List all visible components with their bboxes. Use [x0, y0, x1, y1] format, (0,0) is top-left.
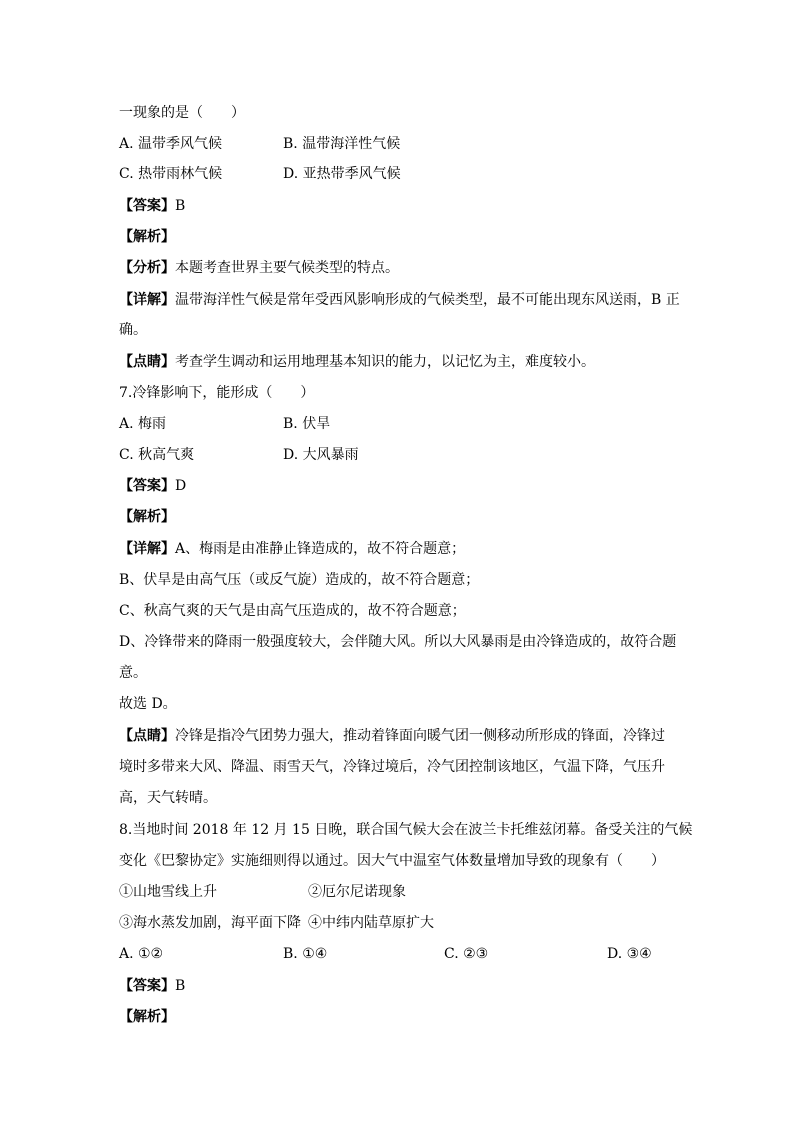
q7-option-a: A. 梅雨	[119, 416, 167, 432]
answer-tag: 【答案】	[119, 478, 175, 494]
fenxi-tag: 【分析】	[119, 260, 175, 276]
q8-item-1: ①山地雪线上升	[119, 884, 217, 900]
q8-item-4: ④中纬内陆草原扩大	[308, 915, 434, 931]
q7-dianjing-line3: 高，天气转晴。	[119, 790, 217, 806]
dianjing-tag: 【点睛】	[119, 728, 175, 744]
q6-xiangjie-line1	[119, 291, 679, 309]
answer-tag: 【答案】	[119, 198, 175, 214]
answer-value: B	[175, 978, 186, 994]
xiangjie-tag: 【详解】	[119, 541, 175, 557]
dianjing-text: 考查学生调动和运用地理基本知识的能力，以记忆为主，难度较小。	[175, 354, 595, 370]
answer-value: D	[175, 478, 187, 494]
q6-stem-tail: 一现象的是（ ）	[119, 105, 245, 121]
q7-choose: 故选 D。	[119, 696, 177, 712]
q6-dianjing	[119, 353, 679, 371]
q8-answer	[119, 977, 679, 995]
q6-option-c: C. 热带雨林气候	[119, 166, 223, 182]
q7-analysis-tag: 【解析】	[119, 509, 175, 525]
xiangjie-text: A、梅雨是由准静止锋造成的，故不符合题意；	[175, 541, 466, 557]
q6-analysis-tag: 【解析】	[119, 229, 175, 245]
q7-line-d1: D、冷锋带来的降雨一般强度较大，会伴随大风。所以大风暴雨是由冷锋造成的，故符合题	[119, 634, 677, 650]
q6-option-d: D. 亚热带季风气候	[283, 166, 401, 182]
answer-value: B	[175, 198, 186, 214]
q6-fenxi	[119, 259, 679, 277]
q7-xiangjie-line1	[119, 540, 679, 558]
q8-stem-line2: 变化《巴黎协定》实施细则得以通过。因大气中温室气体数量增加导致的现象有（ ）	[119, 853, 665, 869]
fenxi-text: 本题考查世界主要气候类型的特点。	[175, 260, 399, 276]
q7-option-c: C. 秋高气爽	[119, 447, 195, 463]
q6-xiangjie-line2: 确。	[119, 322, 147, 338]
q6-answer	[119, 197, 679, 215]
dianjing-text: 冷锋是指冷气团势力强大，推动着锋面向暖气团一侧移动所形成的锋面，冷锋过	[175, 728, 665, 744]
q7-option-b: B. 伏旱	[283, 416, 331, 432]
q7-answer	[119, 477, 679, 495]
q8-option-c: C. ②③	[444, 946, 489, 962]
xiangjie-text: 温带海洋性气候是常年受西风影响形成的气候类型，最不可能出现东风送雨，B 正	[175, 292, 680, 308]
dianjing-tag: 【点睛】	[119, 354, 175, 370]
q6-option-a: A. 温带季风气候	[119, 136, 223, 152]
q7-line-d2: 意。	[119, 665, 147, 681]
q7-dianjing-line1	[119, 727, 679, 745]
q7-stem: 7.冷锋影响下，能形成（ ）	[119, 385, 315, 401]
q7-dianjing-line2: 境时多带来大风、降温、雨雪天气，冷锋过境后，冷气团控制该地区，气温下降，气压升	[119, 759, 665, 775]
q8-item-3: ③海水蒸发加剧，海平面下降	[119, 915, 301, 931]
q8-option-d: D. ③④	[607, 946, 652, 962]
q6-option-b: B. 温带海洋性气候	[283, 136, 401, 152]
q8-option-b: B. ①④	[283, 946, 328, 962]
q7-line-c: C、秋高气爽的天气是由高气压造成的，故不符合题意；	[119, 603, 466, 619]
q8-option-a: A. ①②	[119, 946, 164, 962]
answer-tag: 【答案】	[119, 978, 175, 994]
xiangjie-tag: 【详解】	[119, 292, 175, 308]
q7-option-d: D. 大风暴雨	[283, 447, 359, 463]
q8-analysis-tag: 【解析】	[119, 1009, 175, 1025]
q8-stem-line1: 8.当地时间 2018 年 12 月 15 日晚，联合国气候大会在波兰卡托维兹闭幕。备受关注的气候	[119, 822, 693, 838]
q7-line-b: B、伏旱是由高气压（或反气旋）造成的，故不符合题意；	[119, 572, 480, 588]
q8-item-2: ②厄尔尼诺现象	[308, 884, 406, 900]
